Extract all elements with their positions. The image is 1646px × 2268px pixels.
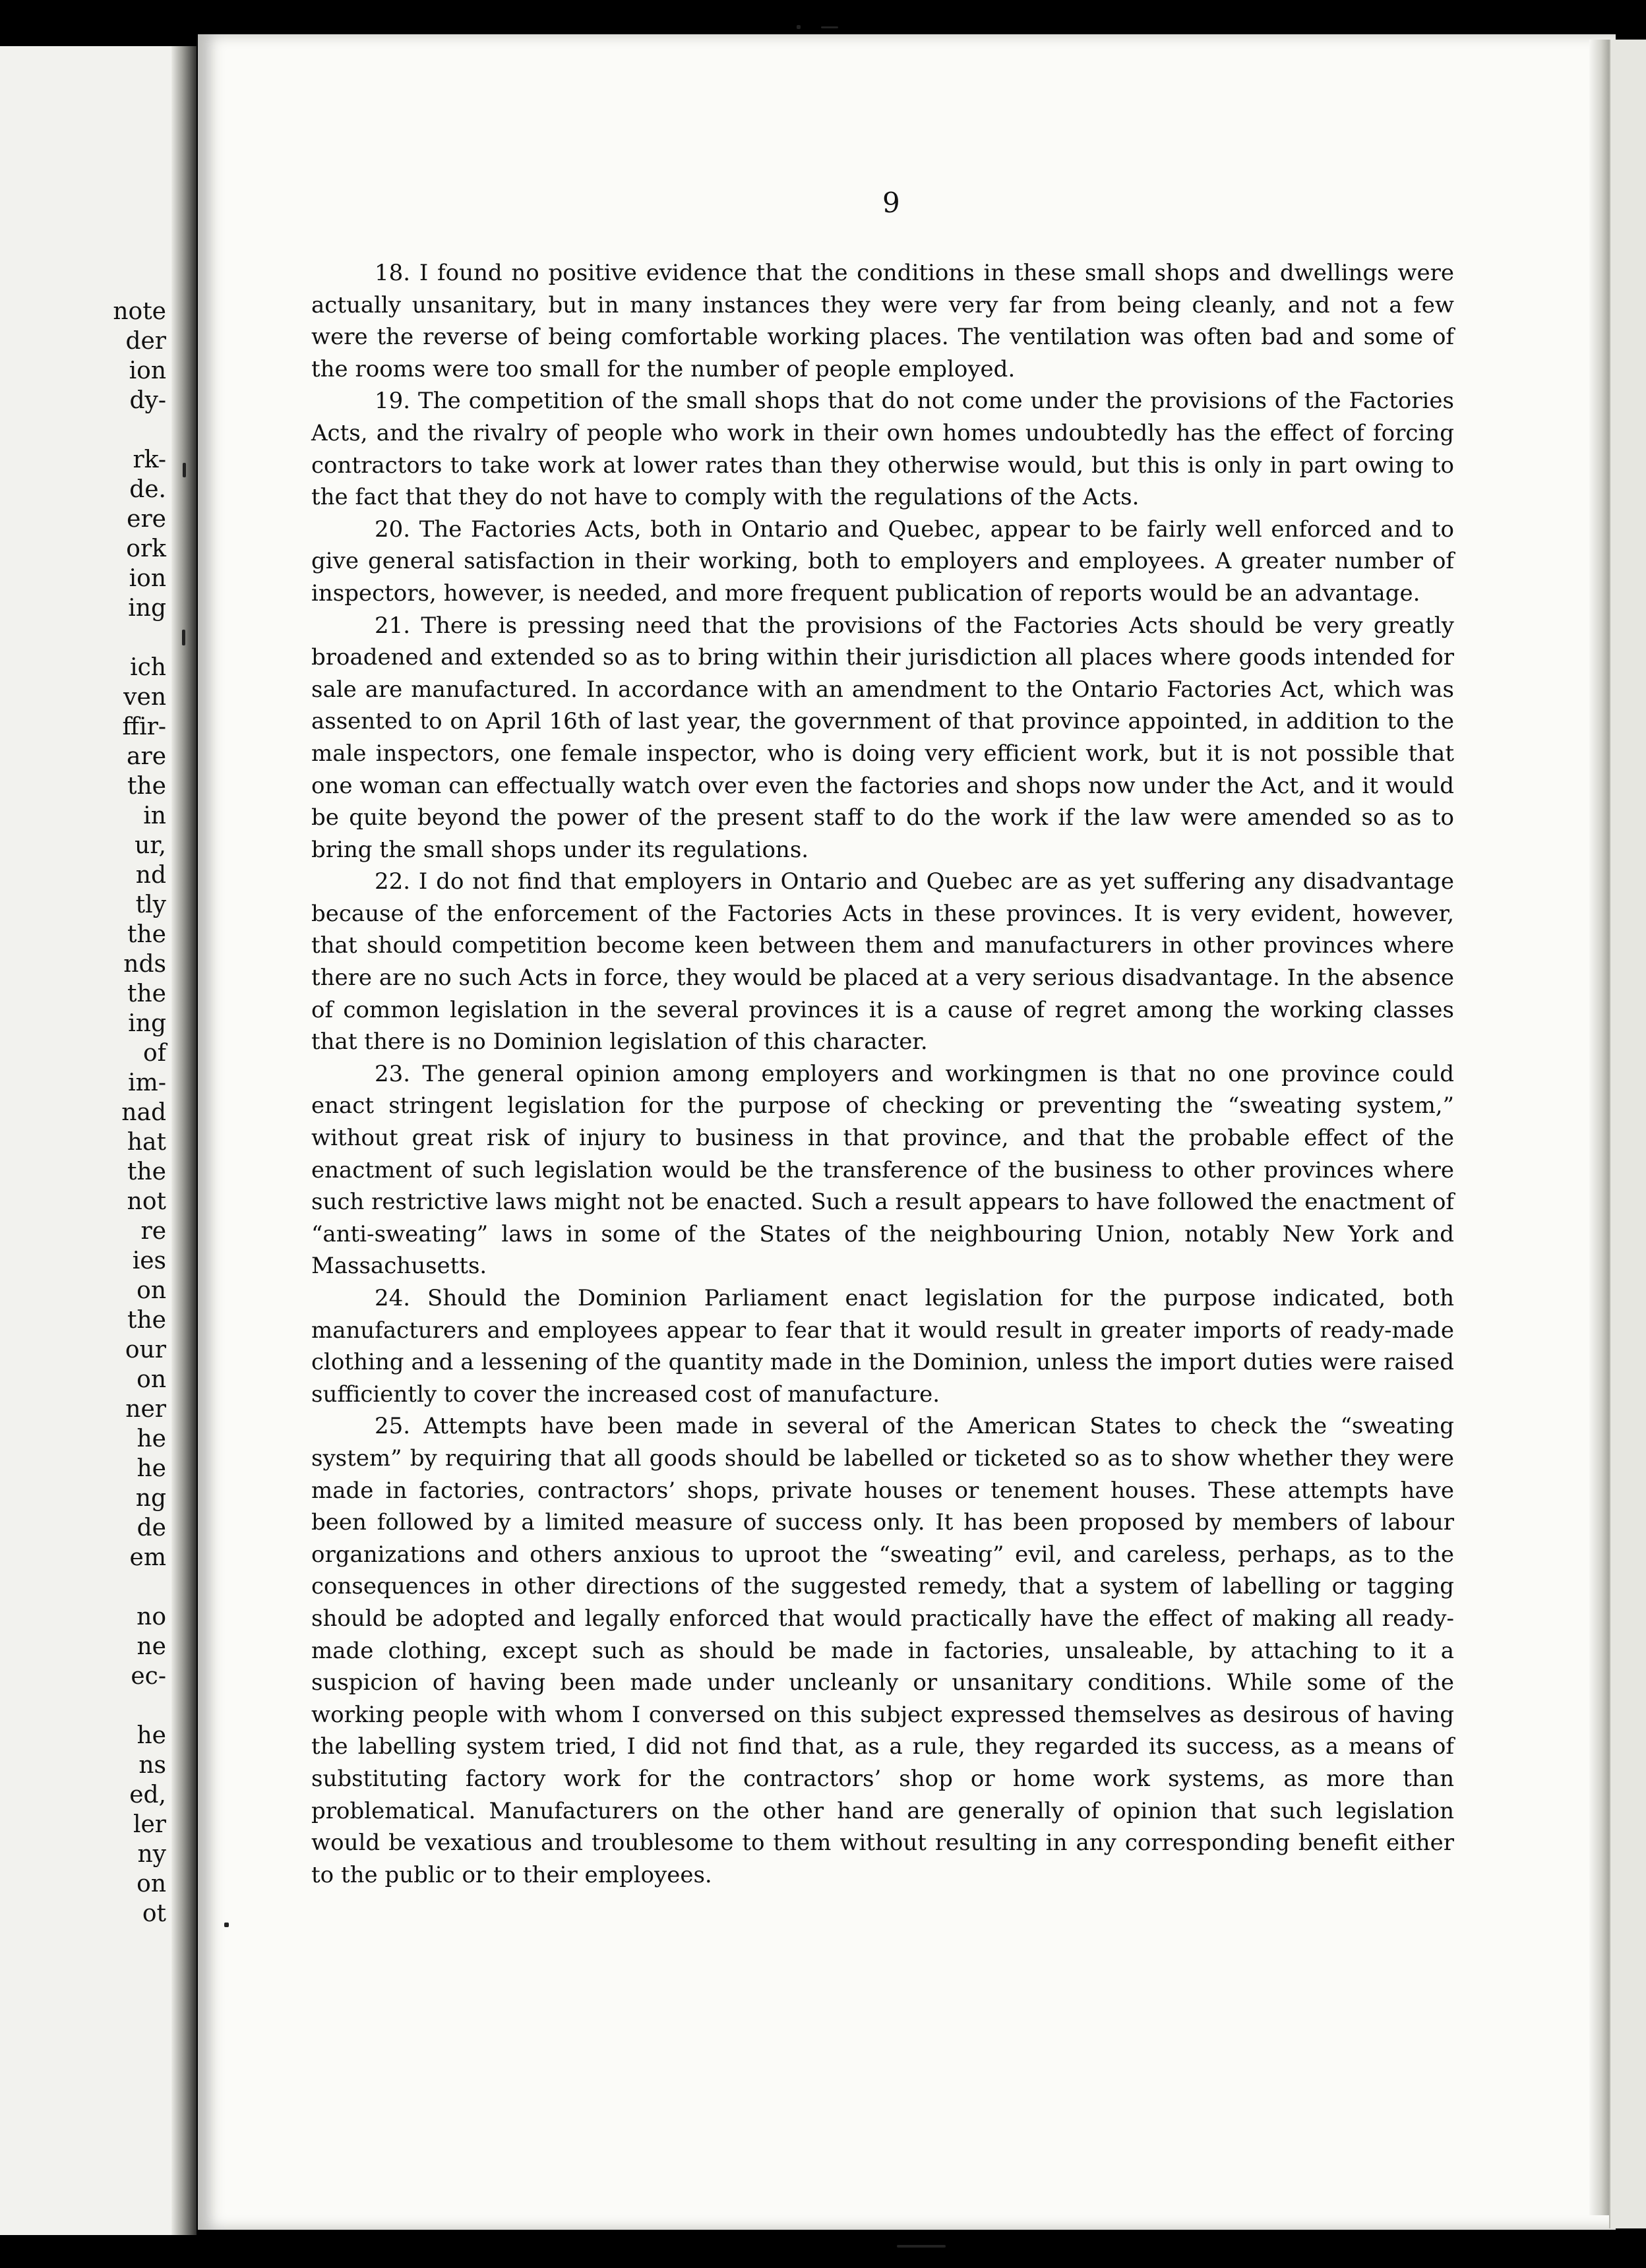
left-page-fragment: note (113, 298, 166, 325)
document-body (311, 257, 1454, 1891)
left-page-fragment: ies (132, 1247, 166, 1274)
paragraph-24: 24. Should the Dominion Parliament enact legislation for the purpose indicated, both manufacturers and employees appear to fear that it would result in greater imports of ready-made clothing and a lessening of the quantity made in the Dominion, unless the import duties were raised sufficiently to cover the increased cost of manufacture. (311, 1285, 1454, 1408)
left-page-fragment: the (127, 1158, 166, 1185)
left-page-fragment (0, 415, 166, 445)
left-page-fragment: ed, (129, 1781, 166, 1808)
left-page-fragment: im- (128, 1069, 166, 1096)
left-page-fragment: der (125, 328, 166, 355)
left-page-fragment: ing (128, 1010, 166, 1037)
left-page-fragment: em (129, 1544, 166, 1571)
left-page-fragment: ion (129, 565, 166, 592)
paragraph-21: 21. There is pressing need that the provisions of the Factories Acts should be very greatly broadened and extended so as to bring within their jurisdiction all places where goods intended for sale are manufactured. In accordance with an amendment to the Ontario Factories Act, which was assented to on April 16th of last year, the government of that province appointed, in addition to the male inspectors, one female inspector, who is doing very efficient work, but it is not possible that one woman can effectually watch over even the factories and shops now under the Act, and it would be quite beyond the power of the present staff to do the work if the law were amended so as to bring the small shops under its regulations. (311, 612, 1454, 863)
left-page-fragment: rk- (133, 446, 166, 473)
left-page-fragment: on (137, 1277, 166, 1304)
left-page-fragment: the (127, 921, 166, 948)
scan-speck (821, 26, 838, 28)
left-page-fragment: no (137, 1603, 166, 1630)
scan-speck (897, 2245, 946, 2248)
paragraph-23: 23. The general opinion among employers and workingmen is that no one province could enact stringent legislation for the purpose of checking or preventing the “sweating system,” without great risk of injury to business in that province, and that the probable effect of the enactment of such legislation would be the transference of the business to other provinces where such restrictive laws might not be enacted. Such a result appears to have followed the enactment of “anti-sweating” laws in some of the States of the neighbouring Union, notably New York and Massachusetts. (311, 1060, 1454, 1280)
left-page-fragment: the (127, 1307, 166, 1334)
left-page-fragment (0, 1691, 166, 1721)
left-page-fragment: ner (125, 1396, 166, 1423)
left-page-fragment: nds (123, 951, 166, 978)
left-page-fragment: ec- (131, 1663, 166, 1690)
left-page-fragment: are (127, 743, 166, 770)
left-page-fragment: the (127, 773, 166, 800)
left-page-fragment (0, 623, 166, 653)
left-page-fragment: ing (128, 595, 166, 622)
left-page-fragment: he (137, 1455, 166, 1482)
left-page-fragment: ns (138, 1752, 166, 1779)
left-page-fragment: de (137, 1514, 166, 1541)
left-page-fragment: the (127, 980, 166, 1007)
left-page-fragment: ven (123, 684, 166, 711)
right-page-edge (1609, 40, 1646, 2228)
left-page-fragment: not (127, 1188, 166, 1215)
left-page-fragment: hat (127, 1129, 166, 1156)
left-page-fragment: ork (126, 535, 166, 562)
paragraph-20: 20. The Factories Acts, both in Ontario and Quebec, appear to be fairly well enforced and to give general satisfaction in their working, both to employers and employees. A greater number of inspectors, however, is needed, and more frequent publication of reports would be an advantage. (311, 516, 1454, 607)
left-page-fragment: our (125, 1336, 166, 1363)
left-page-fragment: nad (121, 1099, 166, 1126)
paragraph-25: 25. Attempts have been made in several of the American States to check the “sweating system” by requiring that all goods should be labelled or ticketed so as to show whether they were made in factories, contractors’ shops, private houses or tenement houses. These attempts have been followed by a limited measure of success only. It has been proposed by members of labour organizations and others anxious to uproot the “sweating” evil, and careless, perhaps, as to the consequences in other directions of the suggested remedy, that a system of labelling or tagging should be adopted and legally enforced that would practically have the effect of making all ready-made clothing, except such as should be made in factories, unsaleable, by attaching to it a suspicion of having been made under uncleanly or unsanitary conditions. While some of the working people with whom I conversed on this subject expressed themselves as desirous of having the labelling system tried, I did not find that, as a rule, they regarded its success, as a means of substituting factory work for the contractors’ shop or home work systems, as more than problematical. Manufacturers on the other hand are generally of opinion that such legislation would be vexatious and troublesome to them without resulting in any corresponding benefit either to the public or to their employees. (311, 1413, 1454, 1888)
left-page-fragment: ur, (135, 832, 166, 859)
left-page-fragment: nd (135, 862, 166, 889)
scan-speck (797, 25, 801, 29)
left-page-fragment: ion (129, 357, 166, 384)
scan-speck (183, 463, 186, 477)
left-page-fragment: on (137, 1366, 166, 1393)
left-page-fragment: ne (137, 1633, 166, 1660)
left-page-fragment: dy- (129, 387, 166, 414)
paragraph-19: 19. The competition of the small shops that do not come under the provisions of the Factories Acts, and the rivalry of people who work in their own homes undoubtedly has the effect of forcing contractors to take work at lower rates than they otherwise would, but this is only in part owing to the fact that they do not have to comply with the regulations of the Acts. (311, 388, 1454, 511)
left-page (0, 46, 183, 2235)
left-page-fragment: on (137, 1870, 166, 1897)
left-page-fragment: ny (137, 1841, 166, 1868)
left-page-fragment: he (137, 1722, 166, 1749)
left-page-fragment: re (140, 1218, 166, 1245)
left-page-fragment: ot (142, 1900, 166, 1927)
left-page-fragment (0, 1572, 166, 1602)
left-page-fragment: tly (135, 891, 166, 918)
scan-speck (182, 630, 185, 645)
left-page-fragment: of (143, 1040, 166, 1067)
left-page-fragment: ler (133, 1811, 166, 1838)
book-gutter-shadow (171, 46, 197, 2235)
right-page-fold (1589, 40, 1609, 2215)
paragraph-22: 22. I do not find that employers in Ontario and Quebec are as yet suffering any disadvantage because of the enforcement of the Factories Acts in these provinces. It is very evident, however, that should competition become keen between them and manufacturers in other provinces where there are no such Acts in force, they would be placed at a very serious disadvantage. In the absence of common legislation in the several provinces it is a cause of regret among the working classes that there is no Dominion legislation of this character. (311, 868, 1454, 1056)
page-number: 9 (882, 187, 900, 219)
left-page-fragment: de. (129, 476, 166, 503)
left-page-fragment: ng (135, 1485, 166, 1512)
left-page-fragment: in (143, 802, 166, 829)
scan-speck (224, 1923, 229, 1927)
left-page-fragment: ffir- (122, 713, 166, 740)
left-page-fragment: he (137, 1425, 166, 1452)
left-page-fragment: ere (127, 506, 166, 533)
left-page-fragment: ich (130, 654, 166, 681)
paragraph-18: 18. I found no positive evidence that the conditions in these small shops and dwellings were actually unsanitary, but in many instances they were very far from being cleanly, and not a few were the reverse of being comfortable working places. The ventilation was often bad and some of the rooms were too small for the number of people employed. (311, 260, 1454, 382)
left-page-text-fragments (0, 297, 166, 1928)
